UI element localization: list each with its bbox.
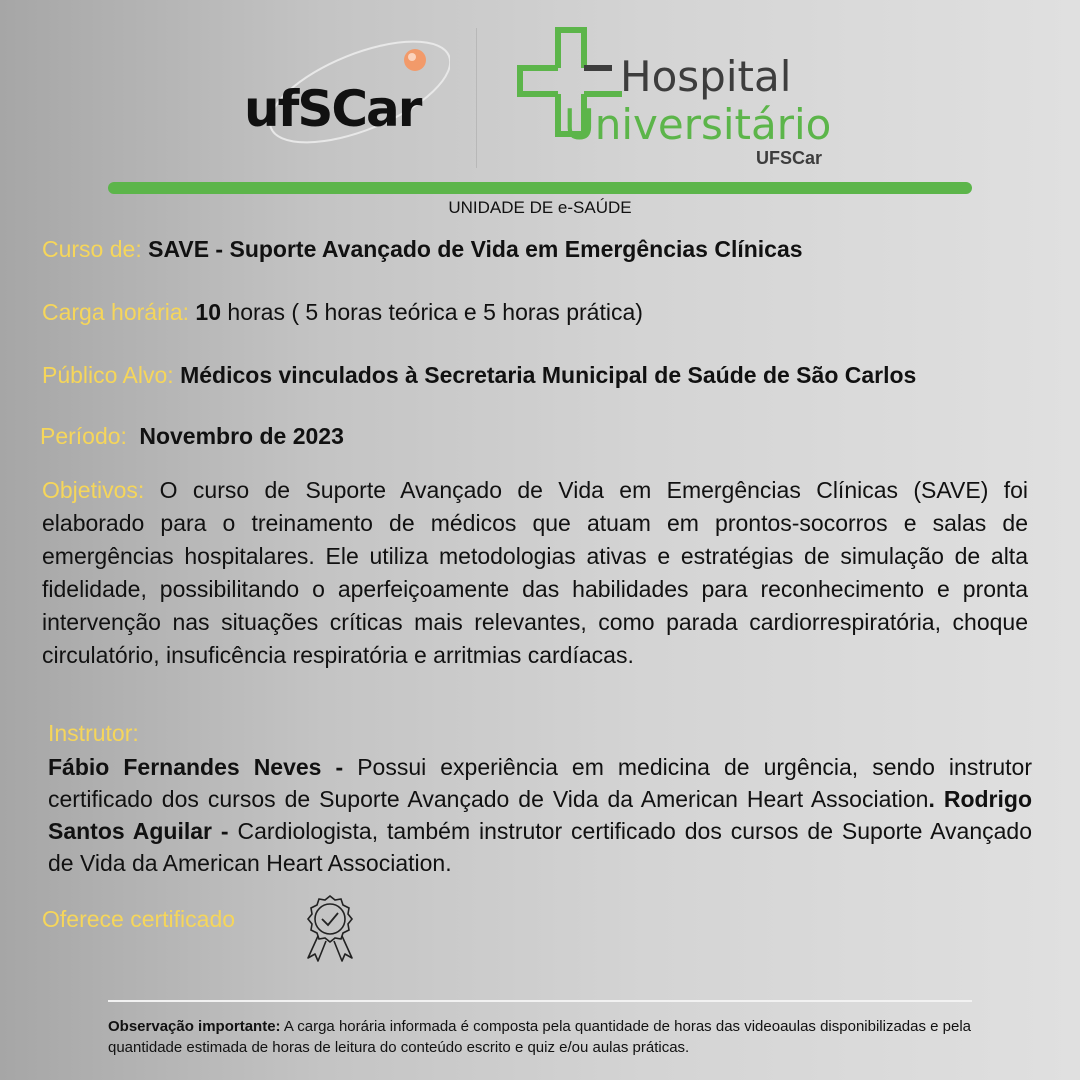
observacao-paragraph bbox=[108, 1016, 1038, 1058]
objetivos-paragraph bbox=[42, 474, 1028, 672]
objetivos-text: O curso de Suporte Avançado de Vida em Emergências Clínicas (SAVE) foi elaborado para o treinamento de médicos que atuam em prontos-socorros e salas de emergências hospitalares. Ele utiliza metodologias ativas e estratégias de simulação de alta fidelidade, possibilitando o aperfeiçoamente das habilidades para reconhecimento e pronta intervenção nas situações críticas mais relevantes, como parada cardiorrespiratória, choque circulatório, insuficência respiratória e arritmias cardíacas. bbox=[42, 477, 1029, 668]
curso-label: Curso de: bbox=[42, 236, 142, 262]
instrutor-desc-2: Cardiologista, também instrutor certificado dos cursos de Suporte Avançado de Vida da American Heart Association. bbox=[48, 818, 1033, 876]
instrutor-paragraph bbox=[48, 751, 1032, 879]
ufscar-logo bbox=[240, 40, 450, 150]
periodo-value: Novembro de 2023 bbox=[139, 423, 344, 449]
objetivos-label: Objetivos: bbox=[42, 477, 145, 503]
carga-label: Carga horária: bbox=[42, 299, 190, 325]
instrutor-sep: . bbox=[928, 786, 935, 812]
publico-value: Médicos vinculados à Secretaria Municipal de Saúde de São Carlos bbox=[180, 362, 917, 388]
hospital-line1: Hospital bbox=[620, 52, 792, 101]
award-ribbon-icon bbox=[302, 894, 358, 964]
observacao-text: A carga horária informada é composta pela quantidade de horas das videoaulas disponibilizadas e pela quantidade estimada de horas de leitura do conteúdo escrito e quiz e/ou aulas práticas. bbox=[108, 1018, 972, 1056]
hospital-sub: UFSCar bbox=[756, 148, 823, 168]
carga-row bbox=[42, 297, 1032, 327]
certificado-label: Oferece certificado bbox=[42, 906, 236, 932]
observacao-label: Observação importante: bbox=[108, 1018, 281, 1035]
publico-label: Público Alvo: bbox=[42, 362, 174, 388]
footer-divider bbox=[108, 1000, 972, 1002]
instrutor-name-2: Rodrigo Santos Aguilar - bbox=[48, 786, 1032, 844]
curso-row bbox=[42, 234, 1032, 264]
carga-hours: 10 bbox=[195, 299, 222, 325]
publico-row bbox=[42, 360, 1032, 390]
instrutor-name-1: Fábio Fernandes Neves - bbox=[48, 754, 344, 780]
instrutor-desc-1: Possui experiência em medicina de urgência, sendo instrutor certificado dos cursos de Suporte Avançado de Vida da American Heart Association bbox=[48, 754, 1033, 812]
ufscar-logo-text: ufSCar bbox=[244, 80, 421, 138]
header-green-bar bbox=[108, 182, 972, 194]
logo-divider bbox=[476, 28, 477, 168]
periodo-row bbox=[40, 421, 1030, 451]
carga-rest: horas ( 5 horas teórica e 5 horas prática) bbox=[227, 299, 643, 325]
periodo-label: Período: bbox=[40, 423, 127, 449]
unit-title: UNIDADE DE e-SAÚDE bbox=[448, 198, 632, 217]
hospital-logo bbox=[512, 26, 842, 176]
hospital-line2: Universitário bbox=[564, 100, 832, 149]
curso-value: SAVE - Suporte Avançado de Vida em Emergências Clínicas bbox=[148, 236, 803, 262]
instrutor-label: Instrutor: bbox=[48, 720, 139, 746]
